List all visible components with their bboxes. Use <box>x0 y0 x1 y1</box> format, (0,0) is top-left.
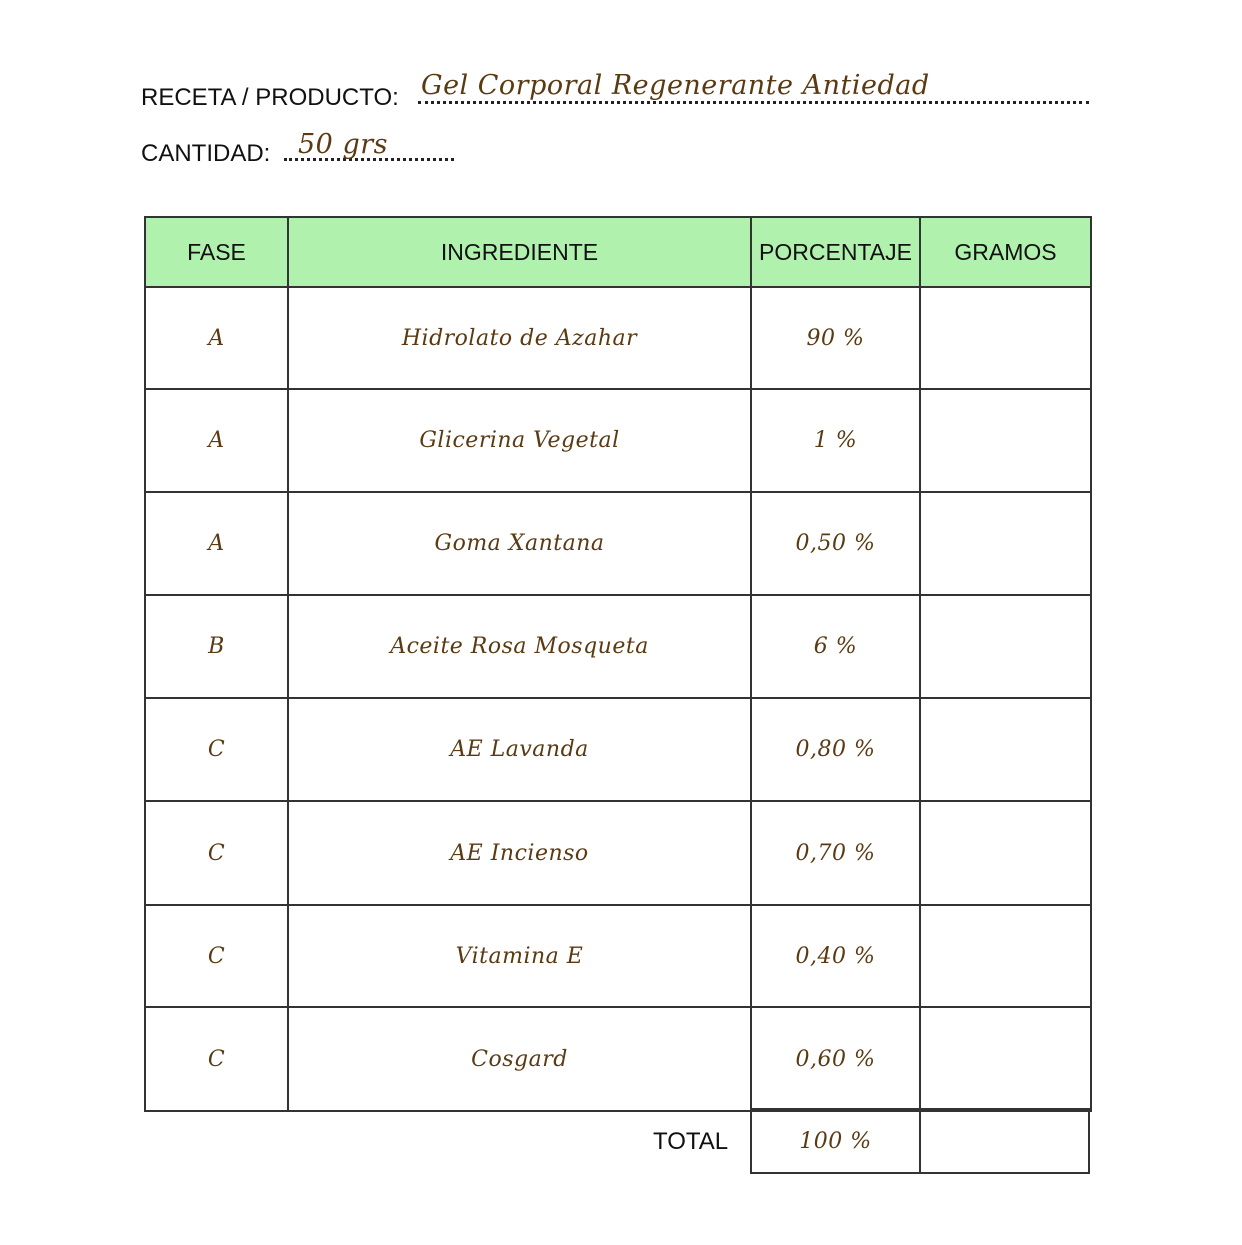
column-header-porcentaje: PORCENTAJE <box>750 216 921 288</box>
cell-ingrediente[interactable]: Goma Xantana <box>287 491 752 596</box>
cell-ingrediente[interactable]: Aceite Rosa Mosqueta <box>287 594 752 699</box>
cell-fase[interactable]: C <box>144 1006 289 1112</box>
cell-fase[interactable]: A <box>144 491 289 596</box>
cell-gramos[interactable] <box>919 904 1092 1008</box>
cell-gramos[interactable] <box>919 491 1092 596</box>
total-label: TOTAL <box>653 1128 729 1155</box>
cell-porcentaje[interactable]: 6 % <box>750 594 921 699</box>
cell-porcentaje[interactable]: 1 % <box>750 388 921 493</box>
cell-porcentaje[interactable]: 0,80 % <box>750 697 921 802</box>
cell-porcentaje[interactable]: 0,70 % <box>750 800 921 906</box>
cell-gramos[interactable] <box>919 594 1092 699</box>
cell-porcentaje[interactable]: 90 % <box>750 286 921 390</box>
total-percent-cell[interactable]: 100 % <box>750 1108 921 1174</box>
recipe-dotted-line <box>418 101 1089 104</box>
cell-gramos[interactable] <box>919 388 1092 493</box>
cell-fase[interactable]: A <box>144 286 289 390</box>
cell-gramos[interactable] <box>919 697 1092 802</box>
total-grams-cell[interactable] <box>919 1108 1090 1174</box>
column-header-ingrediente: INGREDIENTE <box>287 216 752 288</box>
cell-porcentaje[interactable]: 0,60 % <box>750 1006 921 1112</box>
cell-fase[interactable]: C <box>144 904 289 1008</box>
recipe-value[interactable]: Gel Corporal Regenerante Antiedad <box>421 70 930 101</box>
cell-ingrediente[interactable]: Vitamina E <box>287 904 752 1008</box>
cell-gramos[interactable] <box>919 1006 1092 1112</box>
cell-gramos[interactable] <box>919 800 1092 906</box>
cell-porcentaje[interactable]: 0,50 % <box>750 491 921 596</box>
cell-fase[interactable]: B <box>144 594 289 699</box>
cell-fase[interactable]: C <box>144 800 289 906</box>
quantity-value[interactable]: 50 grs <box>298 129 388 160</box>
recipe-label: RECETA / PRODUCTO: <box>141 84 399 111</box>
cell-ingrediente[interactable]: Glicerina Vegetal <box>287 388 752 493</box>
cell-ingrediente[interactable]: AE Incienso <box>287 800 752 906</box>
cell-ingrediente[interactable]: AE Lavanda <box>287 697 752 802</box>
cell-fase[interactable]: C <box>144 697 289 802</box>
cell-ingrediente[interactable]: Cosgard <box>287 1006 752 1112</box>
quantity-label: CANTIDAD: <box>141 140 271 167</box>
cell-porcentaje[interactable]: 0,40 % <box>750 904 921 1008</box>
column-header-gramos: GRAMOS <box>919 216 1092 288</box>
cell-ingrediente[interactable]: Hidrolato de Azahar <box>287 286 752 390</box>
column-header-fase: FASE <box>144 216 289 288</box>
cell-gramos[interactable] <box>919 286 1092 390</box>
cell-fase[interactable]: A <box>144 388 289 493</box>
